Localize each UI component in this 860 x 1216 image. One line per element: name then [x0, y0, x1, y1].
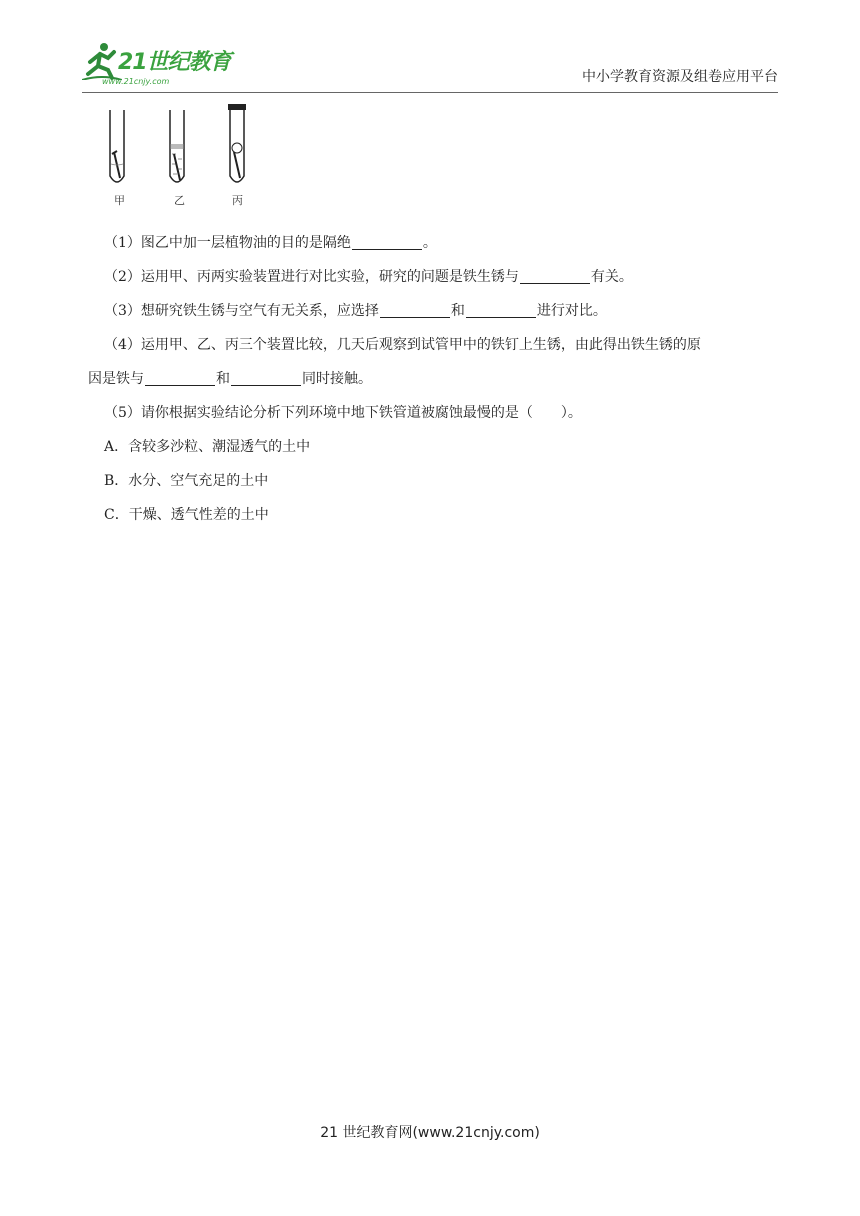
answer-blank[interactable]: [352, 233, 422, 250]
option-a[interactable]: A．含较多沙粒、潮湿透气的土中: [104, 439, 311, 455]
question-4-continued: 因是铁与 和 同时接触。: [88, 371, 372, 387]
page-header: [0, 0, 860, 95]
answer-blank[interactable]: [466, 301, 536, 318]
runner-logo-icon: [82, 40, 122, 80]
platform-title: 中小学教育资源及组卷应用平台: [582, 69, 778, 85]
header-divider: [82, 92, 778, 93]
tube-label-jia: 甲: [114, 194, 125, 207]
question-3: （3）想研究铁生锈与空气有无关系，应选择 和 进行对比。: [104, 303, 607, 319]
test-tubes-diagram: [104, 104, 264, 194]
question-4: （4）运用甲、乙、丙三个装置比较，几天后观察到试管甲中的铁钉上生锈，由此得出铁生锈的原: [104, 337, 701, 353]
answer-blank[interactable]: [145, 369, 215, 386]
question-5: （5）请你根据实验结论分析下列环境中地下铁管道被腐蚀最慢的是（ ）。: [104, 405, 582, 421]
page-footer: 21 世纪教育网(www.21cnjy.com): [320, 1125, 540, 1141]
question-2: （2）运用甲、丙两实验装置进行对比实验，研究的问题是铁生锈与 有关。: [104, 269, 633, 285]
answer-blank[interactable]: [231, 369, 301, 386]
answer-blank[interactable]: [380, 301, 450, 318]
test-tube-figure: [104, 104, 264, 209]
option-c[interactable]: C．干燥、透气性差的土中: [104, 507, 269, 523]
option-b[interactable]: B．水分、空气充足的土中: [104, 473, 269, 489]
answer-blank[interactable]: [520, 267, 590, 284]
logo-url: www.21cnjy.com: [102, 77, 170, 86]
logo-text: 21世纪教育: [118, 50, 231, 75]
question-content: [88, 226, 780, 532]
tube-label-yi: 乙: [174, 194, 185, 207]
logo: [82, 40, 252, 92]
tube-label-bing: 丙: [232, 194, 243, 207]
question-1: （1）图乙中加一层植物油的目的是隔绝 。: [104, 235, 437, 251]
